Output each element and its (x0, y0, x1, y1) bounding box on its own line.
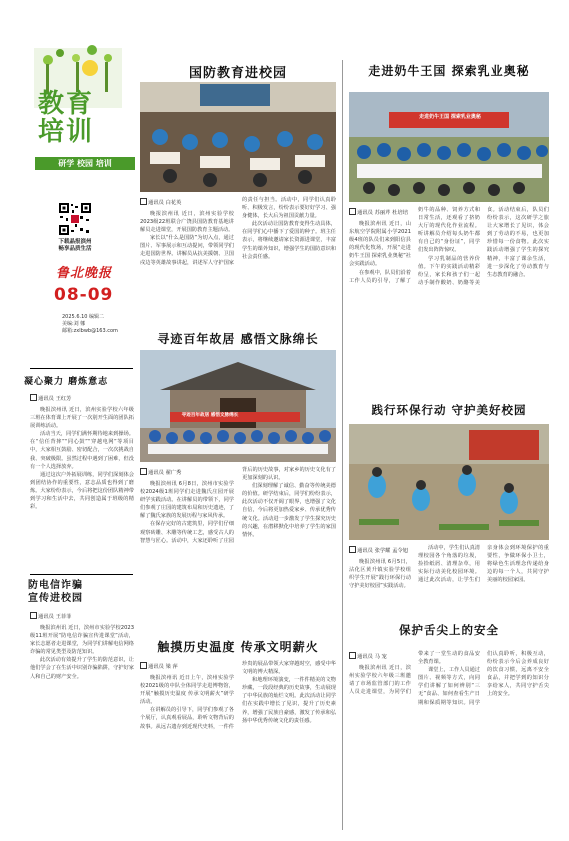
article-environment (349, 544, 549, 618)
paragraph: 晚报滨州讯 6月8日，滨州市实验学校2024级1班同学们走进魏氏庄园开展研学实践活动。在讲解员的带领下，同学们参观了庄园的建筑布局和历史遗迹，了解了魏氏家族的发展历程与家风传承。 (140, 481, 234, 520)
byline-marker-icon (349, 208, 356, 215)
article-museum (140, 660, 336, 832)
byline-marker-icon (349, 652, 356, 659)
byline: 通讯员 苏丽芹 杜培培 (357, 210, 409, 216)
column-divider (342, 60, 343, 830)
paragraph: 晚报滨州讯 6月5日，沾化区黄升镇实验学校组织学生开展“践行环保行动 守护美好校园”实践活动。 (349, 559, 411, 590)
paragraph: 此次活动让国防教育变得生动具体，在同学们心中播下了爱国的种子。班主任表示，将继续邀请家长资源进课堂，丰富学生的课外知识，增强学生的国防意识和社会责任感。 (242, 221, 336, 260)
headline-national-defense: 国防教育进校园 (188, 66, 287, 81)
byline: 通讯员 王红芳 (38, 396, 72, 402)
byline: 通讯员 白花英 (148, 200, 182, 206)
divider (30, 368, 133, 369)
paragraph: 晚报滨州讯 近日，滨州实验学校六年级三班邀请了市场监管部门的工作人员走进课堂，为同学们带来了一堂生动的食品安全教育课。 (349, 651, 480, 696)
qr-code-icon[interactable] (58, 202, 92, 236)
byline: 通讯员 张学耀 孟令旭 (357, 548, 409, 554)
photo-dairy-banner: 走进奶牛王国 探索乳业奥秘 (419, 114, 481, 120)
section-title-line2: 培训 (38, 117, 95, 147)
byline: 通讯员 王菲菲 (38, 614, 72, 620)
byline-marker-icon (140, 662, 147, 669)
photo-national-defense (140, 82, 336, 192)
masthead (10, 10, 134, 370)
paragraph: 们深刻理解了诚信、勤奋等传统美德的价值。研学结束后，同学们纷纷表示，此次活动不仅开阔了眼界，也增强了文化自信，今后将更加热爱家乡、传承优秀传统文化。活动进一步激发了学生探究历史的兴趣，在潜移默化中培养了学生的家国情怀。 (242, 483, 336, 538)
article-team-building (30, 392, 134, 572)
paragraph: 家长以“什么是国防”为切入点，通过图片、军事展示和互动提问，带领同学们走进国防世界。讲解员从抗美援朝、卫国戍边等英雄故事讲起，讲述军人守护国家的责任与担当。活动中，同学们认真聆听、积极发言，纷纷表示要好好学习、强身健体，长大后为祖国贡献力量。 (140, 197, 336, 266)
paragraph: 课堂上，工作人员通过图片、视频等方式，向同学们讲解了如何辨别“三无”食品、如何查看生产日期和保质期等知识。同学们认真聆听，积极互动，纷纷表示今后会养成良好的饮食习惯，远离不安全食品，并把学到的知识分享给家人，共同守护舌尖上的安全。 (418, 651, 549, 706)
article-food-safety (349, 650, 549, 832)
headline-food-safety: 保护舌尖上的安全 (399, 623, 499, 637)
photo-dairy (349, 92, 549, 202)
headline-old-residence: 寻迹百年故居 感悟文脉绵长 (157, 332, 319, 346)
paragraph: 活动当天，同学们满怀期待地来到操场。在“信任背摔”“同心鼓”“穿越电网”等项目中，大家相互鼓励、密切配合，一次次挑战自我、突破极限。虽然过程中遇到了困难，但没有一个人选择放弃。 (30, 431, 134, 470)
article-old-residence (140, 466, 336, 626)
headline-dairy: 走进奶牛王国 探索乳业奥秘 (368, 64, 530, 78)
article-national-defense (140, 196, 336, 320)
paragraph: 和地理环境演变，一件件精美的文物珍藏，一段段经典的历史故事，生动展现了中华民族的灿烂文明。此次活动让同学们在实践中增长了见识，提升了历史素养，增强了民族自豪感，激发了传承和弘扬中华优秀传统文化的责任感。 (242, 677, 336, 724)
paragraph: 学习乳制品的营养价值。下午的实践活动精彩纷呈，家长和孩子们一起动手制作酸奶、奶酪等美食。活动结束后，队员们纷纷表示，这次研学之旅让大家增长了见识，体会到了劳动的不易，也更加珍惜每一份食物。此次实践活动增强了学生的探究精神，丰富了课余生活，进一步深化了劳动教育与生态教育的融合。 (418, 207, 549, 286)
section-title-line1: 教育 (38, 89, 95, 119)
article-anti-fraud (30, 610, 134, 830)
paragraph: 晚报滨州讯 近日上午，滨州实验学校2021级的中队全体同学走进博物馆，开展“触摸历史温度 传承文明薪火”研学活动。 (140, 675, 234, 706)
paragraph: 通过这次户外拓展训练，同学们深刻体会到团结协作的重要性，意志品质也得到了磨炼。大家纷纷表示，今后将把这份团队精神带到学习和生活中去，共同创造属于班级的精彩。 (30, 471, 134, 511)
headline-environment: 践行环保行动 守护美好校园 (371, 403, 527, 417)
byline: 通讯员 马 宠 (357, 654, 387, 660)
section-title (38, 90, 138, 146)
paper-name-logo: 鲁北晚报 (56, 266, 113, 281)
headline-museum: 触摸历史温度 传承文明薪火 (157, 640, 319, 654)
paragraph: 活动中，学生们认真清理校园各个角落的垃圾，捡拾纸屑、清理杂草，用实际行动美化校园环境。通过此次活动，让学生们亲身体会到环境保护的重要性，争做环保小卫士，将绿色生活理念传递给身边的每一个人，共同守护美丽的校园家园。 (418, 545, 549, 584)
article-dairy (349, 206, 549, 380)
section-subtitle: 研学 校园 培训 (58, 159, 112, 168)
paragraph: 此次活动有效提升了学生的防范意识，让他们学会了在生活中识别诈骗陷阱，守护好家人和自己的财产安全。 (30, 657, 134, 680)
photo-environment (349, 424, 549, 540)
byline-marker-icon (140, 198, 147, 205)
headline-team-building: 凝心聚力 磨炼意志 (24, 377, 109, 387)
page-number: 08-09 (54, 285, 114, 305)
paragraph: 在讲解员的引导下，同学们参观了各个展厅，认真观看展品，聆听文物背后的故事。从远古遗存到近现代史料，一件件珍贵的展品带领大家穿越时空，感受中华文明的博大精深。 (140, 661, 336, 730)
photo-residence-banner: 寻迹百年故居 感悟文脉绵长 (181, 413, 239, 418)
paragraph: 晚报滨州讯 近日，山东航空学院附属小学2021级4班的队员们来到阳信县的现代化牧场，开展“走进奶牛王国 探索乳业奥秘”社会实践活动。 (349, 221, 411, 268)
qr-caption-2: 畅享品质生活 (58, 246, 92, 252)
issue-editor: 美编:刘 娜 (62, 321, 86, 327)
byline: 通讯员 梁 萍 (148, 664, 178, 670)
paragraph: 晚报滨州讯 近日，滨州实验学校六年级三班在体育课上开展了一次别开生面的团队拓展训练活动。 (30, 407, 134, 430)
paragraph: 在参观中，队员们沿着工作人员的引导，了解了奶牛的品种、饲养方式和日常生活，还观看了挤奶大厅的现代化作业流程。听讲解员介绍每头奶牛都有自己的“身份证”，同学们发出阵阵惊叹。 (349, 207, 480, 284)
byline-marker-icon (349, 546, 356, 553)
byline: 通讯员 翟广秀 (148, 470, 182, 476)
byline-marker-icon (30, 394, 37, 401)
photo-old-residence (140, 350, 336, 462)
paragraph: 晚报滨州讯 近日，滨州实验学校2023级22班联合广饶县国防教育基地讲解员走进课堂，开展国防教育主题活动。 (140, 211, 234, 234)
qr-caption-1: 下载晶报滨州 (58, 239, 92, 245)
byline-marker-icon (30, 612, 37, 619)
headline-line: 防电信诈骗 (28, 580, 83, 591)
issue-email: 邮箱:zxlbwb@163.com (62, 328, 118, 334)
issue-date: 2025.6.10 编辑二 (62, 314, 105, 320)
byline-marker-icon (140, 468, 147, 475)
paragraph: 晚报滨州讯 近日，滨州市实验学校2023级11班开展“防电信诈骗宣传进课堂”活动，家长志愿者走进课堂，为同学们讲解电信网络诈骗的常见类型及防范知识。 (30, 625, 134, 656)
headline-anti-fraud (28, 579, 132, 605)
headline-line: 宣传进校园 (28, 593, 83, 604)
paragraph: 在保存完好的古建筑里，同学们仔细观察砖雕、木雕等传统工艺，感受古人的智慧与匠心。活动中，大家还聆听了庄园背后的历史故事，对家乡的历史文化有了更加深刻的认识。 (140, 467, 336, 544)
divider (30, 574, 133, 575)
